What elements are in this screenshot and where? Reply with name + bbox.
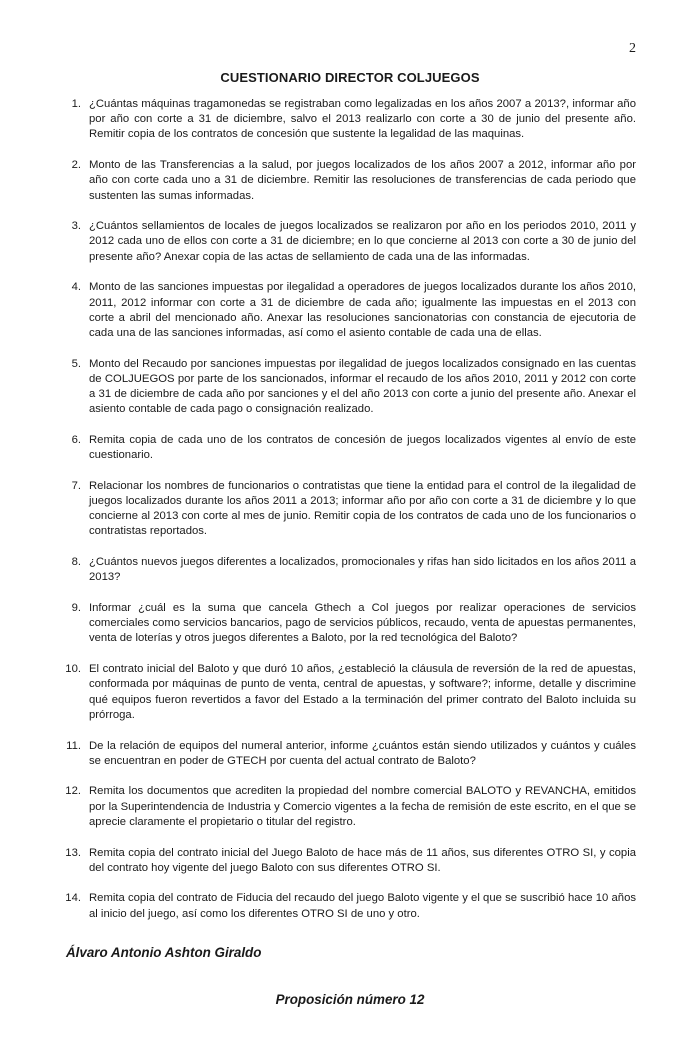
question-text: Relacionar los nombres de funcionarios o contratistas que tiene la entidad para el control de la ilegalidad de juegos localizados durante los años 2011 a 2013; informar año por año con corte a 31 de diciembre y lo que concierne al 2013 con corte al mes de junio. Remitir copia de los contratos de cada uno de los funcionarios o contratistas reportados. <box>89 479 636 538</box>
signature-name: Álvaro Antonio Ashton Giraldo <box>66 945 262 960</box>
question-number: 11. <box>66 739 81 752</box>
page-number: 2 <box>629 41 636 56</box>
question-item <box>58 158 636 204</box>
question-text: ¿Cuántas máquinas tragamonedas se registraban como legalizadas en los años 2007 a 2013?, informar año por año con corte a 31 de diciembre, salvo el 2013 realizarlo con corte a 30 de junio del presente año. Remitir copia de los contratos de concesión que sustente la legalidad de las maquinas. <box>89 98 636 141</box>
question-text: Remita copia del contrato inicial del Juego Baloto de hace más de 11 años, sus diferentes OTRO SI, y copia del contrato hoy vigente del juego Baloto con sus diferentes OTRO SI. <box>89 846 636 874</box>
question-number: 4. <box>71 281 81 294</box>
document-title: CUESTIONARIO DIRECTOR COLJUEGOS <box>220 70 480 85</box>
question-text: ¿Cuántos sellamientos de locales de juegos localizados se realizaron por año en los periodos 2010, 2011 y 2012 cada uno de ellos con corte a 31 de diciembre; en lo que concierne al 2013 con corte a 30 de junio del presente año? Anexar copia de las actas de sellamiento de cada una de las informadas. <box>89 220 636 263</box>
question-text: ¿Cuántos nuevos juegos diferentes a localizados, promocionales y rifas han sido licitados en los años 2011 a 2013? <box>89 556 636 584</box>
question-item <box>58 601 636 647</box>
question-text: Remita los documentos que acrediten la propiedad del nombre comercial BALOTO y REVANCHA, emitidos por la Superintendencia de Industria y Comercio vigentes a la fecha de remisión de este escrito, en el que se aprecie claramente el propietario o titular del registro. <box>89 785 636 828</box>
question-text: De la relación de equipos del numeral anterior, informe ¿cuántos están siendo utilizados y cuántos y cuáles se encuentran en poder de GTECH por cuenta del actual contrato de Baloto? <box>89 739 636 767</box>
question-item <box>58 97 636 143</box>
question-item <box>58 479 636 540</box>
question-item <box>58 219 636 265</box>
question-text: Monto de las Transferencias a la salud, por juegos localizados de los años 2007 a 2012, informar año por año con corte cada uno a 31 de diciembre. Remitir las resoluciones de transferencias de cada periodo que sustenten las sumas informadas. <box>89 159 636 202</box>
question-text: Remita copia del contrato de Fiducia del recaudo del juego Baloto vigente y el que se suscribió hace 10 años al inicio del juego, así como los diferentes OTRO SI de uno y otro. <box>89 892 636 920</box>
question-number: 8. <box>71 556 81 569</box>
question-item <box>58 662 636 723</box>
question-item <box>58 555 636 585</box>
question-number: 14. <box>65 892 81 905</box>
question-list <box>58 97 636 937</box>
question-number: 10. <box>65 663 81 676</box>
question-item <box>58 891 636 921</box>
question-item <box>58 846 636 876</box>
question-number: 7. <box>71 479 81 492</box>
question-number: 6. <box>71 433 81 446</box>
question-text: El contrato inicial del Baloto y que duró 10 años, ¿estableció la cláusula de reversión de la red de apuestas, conformada por máquinas de punto de venta, central de apuestas, y software?; informe, detalle y discrimine qué equipos fueron revertidos a favor del Estado a la terminación del primer contrato del Baloto incluida su prórroga. <box>89 663 636 721</box>
question-item <box>58 739 636 769</box>
question-number: 9. <box>71 602 81 615</box>
question-item <box>58 357 636 418</box>
proposition-heading: Proposición número 12 <box>275 992 425 1007</box>
question-number: 12. <box>65 785 81 798</box>
question-text: Informar ¿cuál es la suma que cancela Gthech a Col juegos por realizar operaciones de servicios comerciales como servicios bancarios, pago de servicios públicos, recaudo, venta de apuestas permanentes, venta de loterías y otros juegos diferentes a Baloto, por la red tecnológica del Baloto? <box>89 602 636 645</box>
question-text: Monto de las sanciones impuestas por ilegalidad a operadores de juegos localizados durante los años 2010, 2011, 2012 informar con corte a 31 de diciembre de cada año; igualmente las impuestas en el 2013 con corte a abril del mencionado año. Anexar las resoluciones sancionatorias con constancia de ejecutoria de cada una de las sanciones informadas, así como el asiento contable de cada una de ellas. <box>89 281 636 339</box>
question-text: Remita copia de cada uno de los contratos de concesión de juegos localizados vigentes al envío de este cuestionario. <box>89 433 636 462</box>
question-item <box>58 433 636 463</box>
question-number: 3. <box>71 220 81 233</box>
question-number: 5. <box>71 357 81 370</box>
question-item <box>58 784 636 830</box>
question-number: 13. <box>65 846 81 859</box>
question-item <box>58 280 636 341</box>
question-number: 1. <box>71 98 81 110</box>
question-number: 2. <box>71 159 81 172</box>
question-text: Monto del Recaudo por sanciones impuestas por ilegalidad de juegos localizados consignado en las cuentas de COLJUEGOS por parte de los sancionados, informar el recaudo de los años 2010, 2011 y 2012 con corte a 31 de diciembre de cada año por sanciones y el del año 2013 con corte a junio del presente año. Anexar el asiento contable de cada pago o consignación realizado. <box>89 357 636 416</box>
